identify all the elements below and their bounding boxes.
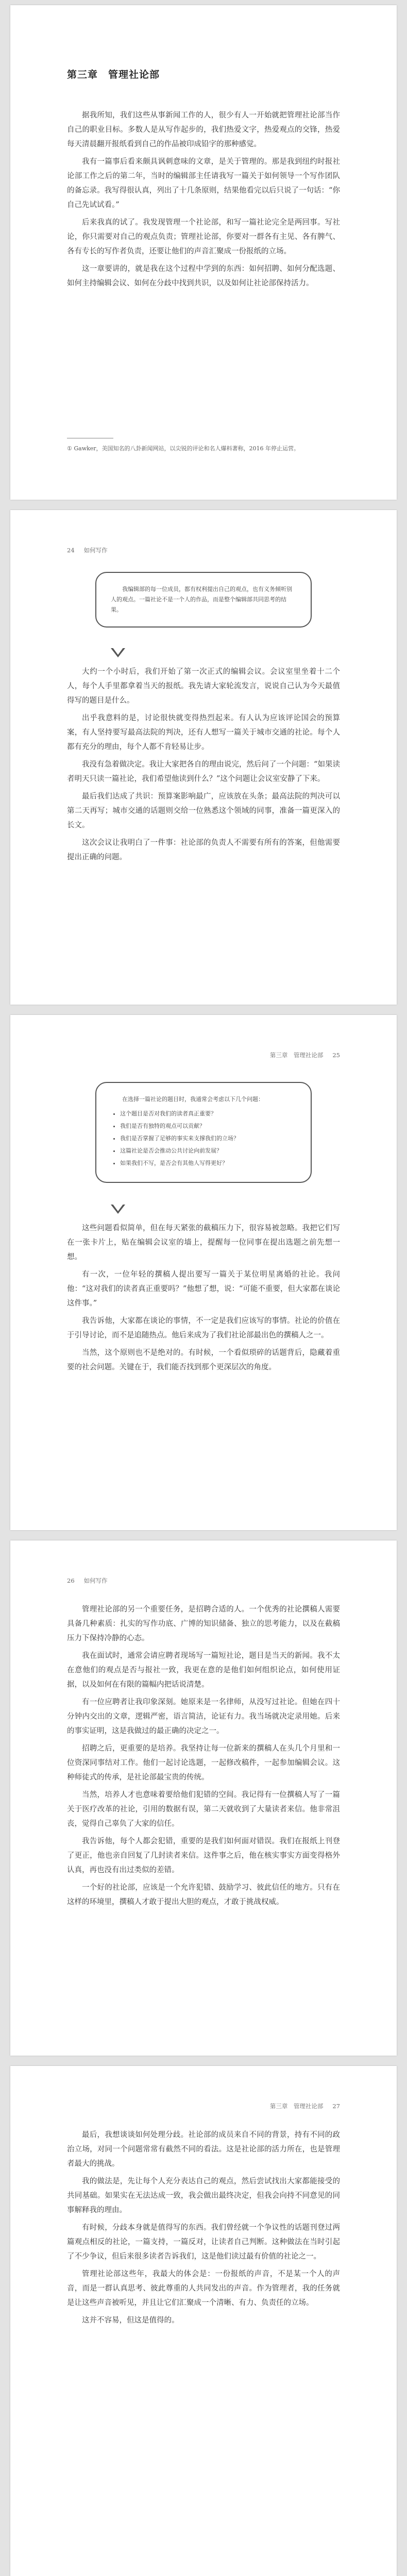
page-5-body — [67, 2128, 340, 2331]
paragraph: 有一位应聘者让我印象深刻。她原来是一名律师，从没写过社论。但她在四十分钟内交出的文章，逻辑严密，语言简洁，论证有力。我当场就决定录用她。后来的事实证明，这是我做过的最正确的决定之一。 — [67, 1698, 340, 1735]
paragraph: 大约一个小时后，我们开始了第一次正式的编辑会议。会议室里坐着十二个人，每个人手里都拿着当天的报纸。我先请大家轮流发言，说说自己认为今天最值得写的题目是什么。 — [67, 668, 340, 705]
paragraph: 当然，这个原则也不是绝对的。有时候，一个看似琐碎的话题背后，隐藏着重要的社会问题。关键在于，我们能否找到那个更深层次的角度。 — [67, 1349, 340, 1371]
paragraph: 这些问题看似简单，但在每天紧张的截稿压力下，很容易被忽略。我把它们写在一张卡片上，贴在编辑会议室的墙上，提醒每一位同事在提出选题之前先想一想。 — [67, 1224, 340, 1261]
page-2-body — [67, 665, 340, 868]
bubble-tail — [111, 648, 125, 657]
bubble-tail — [111, 1205, 125, 1214]
chapter-title: 第三章 管理社论部 — [67, 69, 160, 80]
paragraph: 我在面试时，通常会请应聘者现场写一篇短社论，题目是当天的新闻。我不太在意他们的观点是否与报社一致，我更在意的是他们如何组织论点，如何使用证据，以及如何在有限的篇幅内把话说清楚。 — [67, 1652, 340, 1689]
footnote: ① Gawker，美国知名的八卦新闻网站，以尖锐的评论和名人爆料著称，2016 年停止运营。 — [67, 445, 300, 452]
list-item: • 这个题目是否对我们的读者真正重要？ — [120, 1109, 296, 1119]
quote-bubble — [95, 572, 312, 628]
list-item: • 我们是否掌握了足够的事实来支撑我们的立场？ — [120, 1133, 296, 1144]
page-3-body — [67, 1221, 340, 1378]
book-title: 如何写作 — [83, 1577, 108, 1584]
page-number: 27 — [332, 2103, 340, 2110]
paragraph: 当然，培养人才也意味着要给他们犯错的空间。我记得有一位撰稿人写了一篇关于医疗改革的社论，引用的数据有误，第二天就收到了大量读者来信。他非常沮丧，觉得自己辜负了大家的信任。 — [67, 1791, 340, 1828]
running-head — [67, 546, 117, 554]
chapter-head: 第三章 管理社论部 — [269, 2103, 324, 2110]
paragraph: 据我所知，我们这些从事新闻工作的人，很少有人一开始就把管理社论部当作自己的职业目标。多数人是从写作起步的，我们热爱文字，热爱观点的交锋，热爱每天清晨翻开报纸看到自己的作品被印成铅字的那种感觉。 — [67, 111, 340, 148]
page-number: 25 — [332, 1052, 340, 1059]
chapter-head: 第三章 管理社论部 — [269, 1052, 324, 1059]
paragraph: 这一章要讲的，就是我在这个过程中学到的东西：如何招聘、如何分配选题、如何主持编辑会议、如何在分歧中找到共识，以及如何让社论部保持活力。 — [67, 265, 340, 287]
list-item: • 这篇社论是否会推动公共讨论向前发展？ — [120, 1146, 296, 1156]
paragraph: 后来我真的试了。我发现管理一个社论部，和写一篇社论完全是两回事。写社论，你只需要对自己的观点负责；管理社论部，你要对一群各有主见、各有脾气、各有专长的写作者负责，还要让他们的声音汇聚成一份报纸的立场。 — [67, 218, 340, 256]
paragraph: 我没有急着做决定。我让大家把各自的理由说完，然后问了一个问题：“如果读者明天只读一篇社论，我们希望他读到什么？”这个问题让会议室安静了下来。 — [67, 760, 340, 783]
running-head — [261, 2102, 340, 2110]
paragraph: 我的做法是，先让每个人充分表达自己的观点，然后尝试找出大家都能接受的共同基础。如果实在无法达成一致，我会做出最终决定，但我会向持不同意见的同事解释我的理由。 — [67, 2177, 340, 2214]
paragraph: 管理社论部的另一个重要任务，是招聘合适的人。一个优秀的社论撰稿人需要具备几种素质：扎实的写作功底、广博的知识储备、独立的思考能力，以及在截稿压力下保持冷静的心态。 — [67, 1605, 340, 1642]
list-item: • 如果我们不写，是否会有其他人写得更好？ — [120, 1158, 296, 1168]
page-5 — [10, 2066, 397, 2576]
paragraph: 我告诉他，大家都在谈论的事情，不一定是我们应该写的事情。社论的价值在于引导讨论，而不是追随热点。他后来成为了我们社论部最出色的撰稿人之一。 — [67, 1317, 340, 1340]
paragraph: 管理社论部这些年，我最大的体会是：一份报纸的声音，不是某一个人的声音，而是一群认真思考、彼此尊重的人共同发出的声音。作为管理者，我的任务就是让这些声音被听见，并且让它们汇聚成一个清晰、有力、负责任的立场。 — [67, 2270, 340, 2307]
bubble-intro: 在选择一篇社论的题目时，我通常会考虑以下几个问题： — [122, 1096, 264, 1103]
page-number: 26 — [67, 1577, 75, 1584]
paragraph: 出乎我意料的是，讨论很快就变得热烈起来。有人认为应该评论国会的预算案，有人坚持要写最高法院的判决，还有人想写一篇关于城市交通的社论。每个人都有充分的理由，每个人都不肯轻易让步。 — [67, 714, 340, 751]
paragraph: 有一次，一位年轻的撰稿人提出要写一篇关于某位明星离婚的社论。我问他：“这对我们的读者真正重要吗？”他想了想，说：“可能不重要，但大家都在谈论这件事。” — [67, 1270, 340, 1308]
page-1-body — [67, 108, 340, 294]
paragraph: 这并不容易，但这是值得的。 — [82, 2316, 179, 2325]
page-number: 24 — [67, 547, 75, 554]
bubble-list — [111, 1109, 296, 1168]
paragraph: 有时候，分歧本身就是值得写的东西。我们曾经就一个争议性的话题刊登过两篇观点相反的社论，一篇支持，一篇反对，让读者自己判断。这种做法在当时引起了不少争议，但后来很多读者告诉我们，这是他们读过最有价值的社论之一。 — [67, 2224, 340, 2261]
paragraph: 这次会议让我明白了一件事：社论部的负责人不需要有所有的答案，但他需要提出正确的问题。 — [67, 839, 340, 861]
checklist-bubble — [95, 1082, 312, 1183]
paragraph: 我告诉他，每个人都会犯错，重要的是我们如何面对错误。我们在报纸上刊登了更正，他也亲自回复了几封读者来信。这件事之后，他在核实事实方面变得格外认真，再也没有出过类似的差错。 — [67, 1837, 340, 1874]
paragraph: 我有一篇事后看来颇具讽刺意味的文章，是关于管理的。那是我到纽约时报社论部工作之后的第二年，当时的编辑部主任请我写一篇关于如何领导一个写作团队的备忘录。我写得很认真，列出了十几条原则，结果他看完以后只说了一句话：“你自己先试试看。” — [67, 158, 340, 209]
paragraph: 最后，我想谈谈如何处理分歧。社论部的成员来自不同的背景，持有不同的政治立场，对同一个问题常常有截然不同的看法。这是社论部的活力所在，也是管理者最大的挑战。 — [67, 2131, 340, 2168]
page-1 — [10, 5, 397, 500]
list-item: • 我们是否有独特的观点可以贡献？ — [120, 1121, 296, 1131]
page-2 — [10, 510, 397, 1005]
running-head — [67, 1577, 117, 1585]
running-head — [261, 1051, 340, 1059]
bubble-text: 我编辑部的每一位成员，都有权利提出自己的观点，也有义务倾听别人的观点。一篇社论不是一个人的作品，而是整个编辑部共同思考的结果。 — [111, 586, 292, 613]
page-4-body — [67, 1602, 340, 1912]
page-4 — [10, 1540, 397, 2056]
book-title: 如何写作 — [83, 547, 108, 554]
paragraph: 招聘之后，更重要的是培养。我坚持让每一位新来的撰稿人在头几个月里和一位资深同事结对工作。他们一起讨论选题，一起修改稿件，一起参加编辑会议。这种师徒式的传承，是社论部最宝贵的传统。 — [67, 1744, 340, 1782]
paragraph: 一个好的社论部，应该是一个允许犯错、鼓励学习、彼此信任的地方。只有在这样的环境里，撰稿人才敢于提出大胆的观点，才敢于挑战权威。 — [67, 1884, 340, 1906]
paragraph: 最后我们达成了共识：预算案影响最广，应该放在头条；最高法院的判决可以第二天再写；城市交通的话题则交给一位熟悉这个领域的同事，准备一篇更深入的长文。 — [67, 792, 340, 829]
page-3 — [10, 1015, 397, 1530]
